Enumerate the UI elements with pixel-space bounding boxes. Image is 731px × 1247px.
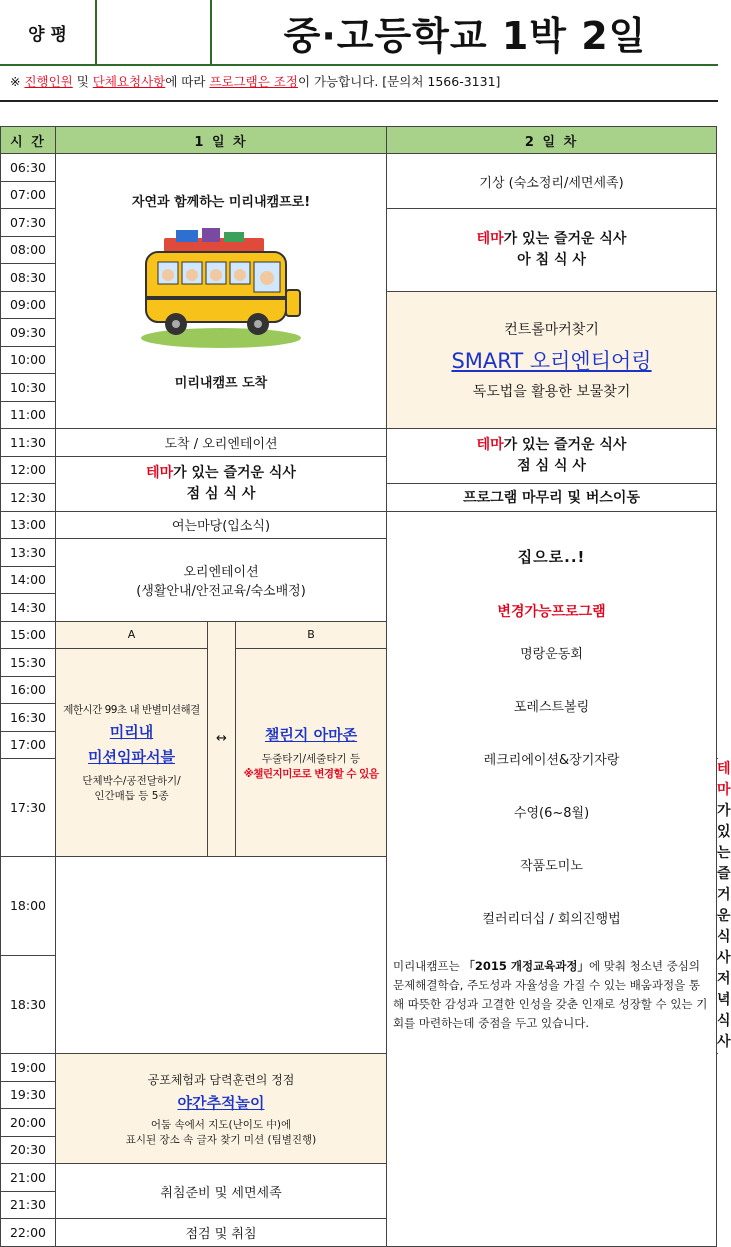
time-cell: 16:00	[1, 676, 56, 704]
optional-program: 수영(6~8월)	[513, 805, 590, 821]
orienteering-title: SMART 오리엔티어링	[451, 348, 652, 373]
divider-line	[0, 100, 718, 102]
optional-program: 포레스트볼링	[513, 699, 590, 715]
time-cell: 13:00	[1, 511, 56, 539]
thema-rest: 가 있는 즐거운 식사	[503, 437, 627, 453]
time-cell: 22:00	[1, 1219, 56, 1247]
time-cell: 09:00	[1, 291, 56, 319]
day1-orientation	[56, 539, 387, 622]
time-cell: 17:30	[1, 759, 56, 857]
day2-lunch	[387, 429, 717, 484]
meal-label: 아 침 식 사	[517, 251, 586, 268]
night-desc-2: 표시된 장소 속 글자 찾기 미션 (팀별진행)	[125, 1133, 317, 1146]
info-curriculum: 「2015 개정교육과정」	[463, 958, 590, 973]
swap-arrow: ↔	[208, 621, 236, 857]
program-b-label: B	[236, 621, 387, 649]
orientation-title: 오리엔테이션	[183, 564, 259, 580]
day1-lunch	[56, 456, 387, 511]
time-cell: 21:00	[1, 1164, 56, 1192]
time-cell: 11:00	[1, 401, 56, 429]
notice-word-headcount: 진행인원	[24, 74, 73, 89]
time-cell: 15:00	[1, 621, 56, 649]
thema-rest: 가 있는 즐거운 식사	[173, 464, 296, 481]
amazon-title: 챌린지 아마존	[264, 726, 358, 745]
time-cell: 10:30	[1, 374, 56, 402]
day1-intro: 자연과 함께하는 미리내캠프로!	[131, 195, 311, 210]
time-cell: 18:00	[1, 857, 56, 955]
orienteering-sub1: 컨트롤마커찾기	[504, 321, 599, 338]
header-time: 시 간	[1, 127, 56, 154]
info-prefix: 미리내캠프는	[393, 958, 464, 973]
day2-afternoon-block	[387, 511, 717, 1246]
time-cell: 14:00	[1, 566, 56, 594]
optional-program: 명랑운동회	[520, 646, 583, 662]
time-cell: 19:00	[1, 1054, 56, 1082]
time-cell: 06:30	[1, 154, 56, 182]
thema-word: 테마	[717, 761, 731, 798]
optional-program: 작품도미노	[520, 858, 583, 874]
optional-programs-title: 변경가능프로그램	[497, 603, 606, 620]
day1-prep: 취침준비 및 세면세족	[56, 1164, 387, 1219]
header-spacer	[97, 0, 210, 66]
time-cell: 17:00	[1, 731, 56, 759]
mission-desc-2: 인간매듭 등 5종	[94, 790, 169, 803]
meal-label: 점 심 식 사	[517, 458, 586, 474]
thema-rest: 가 있는 즐거운 식사	[717, 803, 731, 966]
day2-wake: 기상 (숙소정리/세면세족)	[387, 154, 717, 209]
night-intro: 공포체험과 담력훈련의 정점	[147, 1072, 295, 1087]
orientation-desc: (생활안내/안전교육/숙소배정)	[136, 583, 306, 599]
day1-arrival: 미리내캠프 도착	[174, 376, 268, 391]
notice-word-requests: 단체요청사항	[92, 74, 166, 89]
notice-prefix: ※	[10, 74, 25, 89]
time-cell: 15:30	[1, 649, 56, 677]
amazon-desc: 두줄타기/세줄타기 등	[261, 753, 361, 766]
time-cell: 10:00	[1, 346, 56, 374]
info-rest: 에 맞춰 청소년 중심의 문제해결학습, 주도성과 자율성을 가질 수 있는 배움과정을 통해 따뜻한 감성과 고결한 인성을 갖춘 인재로 성장할 수 있는 기회를 마련하는데 중점을 두고 있습니다.	[393, 958, 708, 1030]
region-badge: 양 평	[0, 0, 97, 66]
orienteering-sub2: 독도법을 활용한 보물찾기	[472, 383, 631, 400]
time-cell: 20:00	[1, 1109, 56, 1137]
time-cell: 12:30	[1, 484, 56, 512]
mission-title-2: 미션임파서블	[88, 748, 175, 767]
thema-rest: 가 있는 즐거운 식사	[503, 230, 627, 247]
meal-label: 점 심 식 사	[186, 485, 256, 502]
time-cell: 19:30	[1, 1081, 56, 1109]
school-bus-icon	[136, 220, 306, 354]
day1-night-game	[56, 1054, 387, 1164]
day2-breakfast	[387, 209, 717, 292]
time-cell: 07:00	[1, 181, 56, 209]
time-cell: 16:30	[1, 704, 56, 732]
thema-word: 테마	[476, 437, 504, 453]
time-cell: 21:30	[1, 1191, 56, 1219]
optional-program: 컬러리더십 / 회의진행법	[482, 911, 621, 927]
program-b-amazon	[236, 649, 387, 857]
day1-arrival-block	[56, 154, 387, 429]
time-cell: 09:30	[1, 319, 56, 347]
time-cell: 14:30	[1, 594, 56, 622]
notice-text-2: 에 따라	[165, 74, 210, 89]
go-home: 집으로..!	[517, 547, 586, 566]
schedule-table: 시 간 1 일 차 2 일 차 06:30 자연과 함께하는 미리내캠프로! 미리내캠프 도착 기상 (숙소정리/세면세족) 07:00 07:30 테마가 있는 즐거운 식사 아 침 식 사 08:00 08:30 09:00 컨트롤마커찾기 SMART 오리엔티어링 독도법을 활용한 보물찾기 09:30 10:00 10:30 11:00 11:30 도착 / 오리엔테이션 테마가 있는 즐거운 식사 점 심 식 사 12:00 테마가 있는 즐거운 식사 점 심 식 사 12:30 프로그램 마무리 및 버스이동 13:00 여는마당(입소식) 집으로..! 변경가능프로그램 명랑운동회 포레스트볼링 레크리에이션&장기자랑 수영(6~8월) 작품도미노 컬러리더십 / 회의진행법 미리내캠프는 「2015 개정교육과정」에 맞춰 청소년 중심의 문제해결학습, 주도성과 자율성을 가질 수 있는 배움과정을 통해 따뜻한 감성과 고결한 인성을 갖춘 인재로 성장할 수 있는 기회를 마련하는데 중점을 두고 있습니다. 13:30 오리엔테이션 (생활안내/안전교육/숙소배정) 14:00 14:30 15:00 A ↔ B 15:30 제한시간 99초 내 반별미션해결 미리내 미션임파서블 단체박수/공전달하기/ 인간매듭 등 5종 챌린지 아마존 두줄타기/세줄타기 등 ※챌린지미로로 변경할 수 있음 16:00 16:30 17:00 17:30 테마가 있는 즐거운 식사 저 녁 식 사 18:00 18:30 19:00 공포체험과 담력훈련의 정점 야간추적놀이 어둠 속에서 지도(난이도 中)에 표시된 장소 속 글자 찾기 미션 (팀별진행) 19:30 20:00 20:30 21:00 취침준비 및 세면세족 21:30 22:00 점검 및 취침	[0, 126, 717, 1247]
night-desc-1: 어둠 속에서 지도(난이도 中)에	[150, 1118, 292, 1131]
time-cell: 18:30	[1, 955, 56, 1053]
header-day2: 2 일 차	[387, 127, 717, 154]
time-cell: 13:30	[1, 539, 56, 567]
day2-wrapup: 프로그램 마무리 및 버스이동	[387, 484, 717, 512]
notice-line	[10, 72, 500, 90]
time-cell: 12:00	[1, 456, 56, 484]
notice-word-adjust: 프로그램은 조정	[209, 74, 298, 89]
camp-info-text	[387, 957, 716, 1033]
day2-orienteering	[387, 291, 717, 429]
amazon-note: ※챌린지미로로 변경할 수 있음	[243, 768, 379, 781]
mission-desc-1: 단체박수/공전달하기/	[82, 775, 181, 788]
program-a-mission	[56, 649, 208, 857]
mission-time-limit: 제한시간 99초 내 반별미션해결	[63, 704, 200, 717]
time-cell: 08:00	[1, 236, 56, 264]
time-cell: 11:30	[1, 429, 56, 457]
optional-program: 레크리에이션&장기자랑	[483, 752, 620, 768]
thema-word: 테마	[146, 464, 174, 481]
time-cell: 20:30	[1, 1136, 56, 1164]
night-title: 야간추적놀이	[177, 1093, 265, 1112]
time-cell: 08:30	[1, 264, 56, 292]
notice-text-1: 및	[72, 74, 93, 89]
mission-title-1: 미리내	[109, 723, 154, 742]
day1-orientation-arrive: 도착 / 오리엔테이션	[56, 429, 387, 457]
day1-opening: 여는마당(입소식)	[56, 511, 387, 539]
time-cell: 07:30	[1, 209, 56, 237]
day1-sleep: 점검 및 취침	[56, 1219, 387, 1247]
program-a-label: A	[56, 621, 208, 649]
page-title: 중·고등학교 1박 2일	[210, 0, 718, 66]
thema-word: 테마	[476, 230, 504, 247]
notice-text-3: 이 가능합니다. [문의처 1566-3131]	[297, 74, 501, 89]
header-day1: 1 일 차	[56, 127, 387, 154]
